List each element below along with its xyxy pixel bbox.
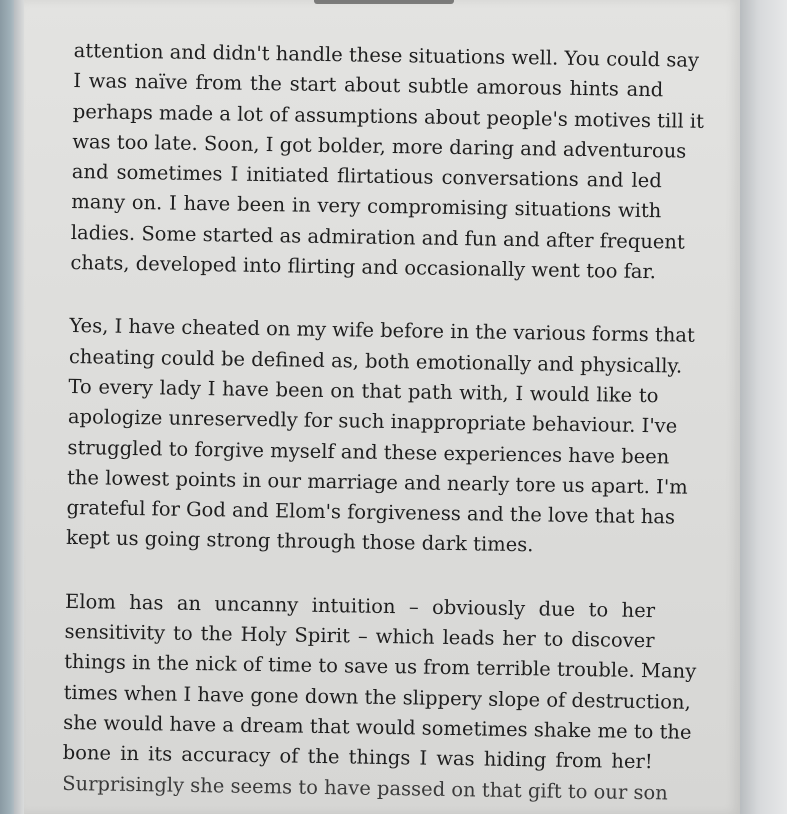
text-line: grateful for God and Elom's forgiveness and the love that has [66, 496, 676, 529]
paragraph-1 [70, 36, 705, 288]
text-line: she would have a dream that would sometimes shake me to the [63, 710, 692, 744]
text-line: sensitivity to the Holy Spirit – which leads her to discover [64, 619, 655, 653]
text-line: Surprisingly she seems to have passed on that gift to our son [62, 771, 668, 804]
text-line: To every lady I have been on that path with, I would like to [68, 374, 659, 408]
text-line: was too late. Soon, I got bolder, more daring and adventurous [72, 129, 687, 163]
paragraph-3 [62, 587, 697, 808]
text-line: bone in its accuracy of the things I was hiding from her! [62, 741, 653, 774]
text-line: apologize unreservedly for such inappropriate behaviour. I've [67, 405, 678, 438]
text-line: kept us going strong through those dark times. [65, 526, 534, 557]
text-line: many on. I have been in very compromising situations with [71, 190, 662, 223]
cut-off-text-fragment [314, 0, 454, 4]
page-text [61, 36, 705, 814]
text-line: Yes, I have cheated on my wife before in the various forms that [69, 314, 696, 348]
text-line: chats, developed into flirting and occasionally went too far. [70, 251, 657, 284]
text-line: ladies. Some started as admiration and fun and after frequent [70, 220, 685, 254]
text-line: struggled to forgive myself and these experiences have been [67, 435, 670, 468]
text-line: and sometimes I initiated flirtatious conversations and led [71, 160, 662, 193]
text-line: cheating could be defined as, both emotionally and physically. [68, 344, 683, 378]
text-line: Elom has an uncanny intuition – obviously due to her [64, 589, 656, 622]
text-line: the lowest points in our marriage and nearly tore us apart. I'm [66, 465, 688, 499]
text-line: I was naïve from the start about subtle amorous hints and [73, 69, 664, 102]
text-line: perhaps made a lot of assumptions about people's motives till it [72, 99, 705, 133]
text-line: attention and didn't handle these situations well. You could say [73, 38, 700, 72]
text-line: times when I have gone down the slippery slope of destruction, [63, 680, 691, 714]
background-strip [740, 0, 787, 814]
paragraph-2 [65, 311, 696, 563]
text-line: things in the nick of time to save us from terrible trouble. Many [63, 650, 697, 684]
